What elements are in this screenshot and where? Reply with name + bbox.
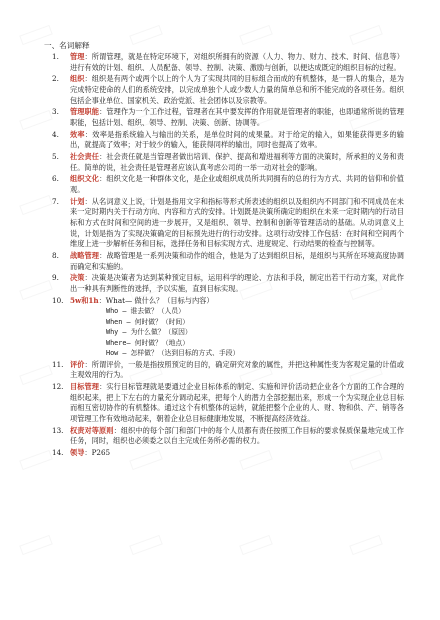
item-number: 7. bbox=[52, 196, 59, 206]
watermark-mark bbox=[19, 535, 52, 555]
item-number: 13. bbox=[52, 425, 64, 435]
definition-item bbox=[52, 130, 404, 151]
item-definition: ：组织中的每个部门和部门中的每个人员都有责任按照工作目标的要求保质保量地完成工作任务，同时，组织也必须委之以自主完成任务所必需的权力。 bbox=[70, 425, 404, 446]
item-number: 3. bbox=[52, 107, 59, 117]
watermark-mark bbox=[349, 535, 382, 555]
item-definition: ：组织文化是一种群体文化，是企业或组织成员所共同拥有的总的行为方式、共同的信仰和价值观。 bbox=[70, 174, 404, 195]
item-definition: ：从名词意义上说，计划是指用文字和指标等形式所表述的组织以及组织内不同部门和不同成员在未来一定时期内关于行动方向、内容和方式的安排。计划既是决策所确定的组织在未来一定时期内的行动目标和方式在时间和空间的进一步展开，又是组织、领导、控制和创新等管理活动的基础。从动词意义上说，计划是指为了实现决策确定的目标预先进行的行动安排。这项行动安排工作包括：在时间和空间两个维度上进一步解析任务和目标，选择任务和目标实现方式、进度规定、行动结果的检查与控制等。 bbox=[70, 196, 404, 249]
watermark-mark bbox=[19, 450, 52, 470]
item-number: 10. bbox=[52, 295, 64, 305]
item-term: 计划 bbox=[70, 196, 85, 206]
definition-item bbox=[52, 426, 404, 447]
item-term: 领导 bbox=[70, 447, 85, 457]
item-definition: ：实行目标管理就是要通过企业目标体系的制定、实施和评价活动把企业各个方面的工作合理的组织起来，把上下左右的力量充分调动起来，把每个人的潜力全部挖掘出来，形成一个为实现企业总目标而相互密切协作的有机整体。通过这个有机整体的运转，就能把整个企业的人、财、物和供、产、销等各项管理工作有效地动起来，朝着企业总目标健康地发展，不断提高经济效益。 bbox=[70, 381, 404, 423]
definition-list bbox=[52, 52, 404, 458]
item-definition: ：战略管理是一系列决策和动作的组合，他是为了达到组织目标，是组织与其所在环境高度协调而确定和实施的。 bbox=[70, 251, 404, 271]
item-term: 决策 bbox=[70, 273, 85, 283]
watermark-mark bbox=[129, 535, 162, 555]
item-term: 组织 bbox=[70, 74, 85, 84]
section-title: 一、名词解释 bbox=[44, 41, 90, 50]
definition-item bbox=[52, 107, 404, 128]
item-definition: ：组织是有两个或两个以上的个人为了实现共同的目标组合而成的有机整体，是一群人的集合，是为完成特定使命的人们的系统安排，以完成单独个人或少数人力量的简单总和所不能完成的各项任务。组织包括企事业单位、国家机关、政治党派、社会团体以及宗教等。 bbox=[70, 74, 404, 105]
item-number: 1. bbox=[52, 52, 59, 61]
item-number: 4. bbox=[52, 129, 59, 139]
item-definition: ：P265 bbox=[84, 447, 111, 457]
definition-item bbox=[52, 52, 404, 73]
item-term: 目标管理 bbox=[70, 381, 100, 391]
item-term: 评价 bbox=[70, 359, 85, 369]
item-term: 组织文化 bbox=[70, 174, 100, 184]
item-subline: Where— 何时做？（地点） bbox=[106, 338, 190, 347]
item-term: 权责对等原则 bbox=[70, 425, 114, 435]
definition-item bbox=[52, 251, 404, 272]
definition-item bbox=[52, 174, 404, 195]
watermark-mark bbox=[19, 365, 52, 385]
definition-item bbox=[52, 296, 404, 359]
watermark-mark bbox=[19, 195, 52, 215]
item-subline: How — 怎样做？（达到目标的方式、手段） bbox=[106, 348, 240, 357]
item-number: 8. bbox=[52, 251, 59, 260]
watermark-mark bbox=[19, 110, 52, 130]
item-number: 2. bbox=[52, 74, 59, 84]
item-number: 12. bbox=[52, 381, 64, 391]
definition-item bbox=[52, 382, 404, 424]
watermark-mark bbox=[19, 280, 52, 300]
definition-item bbox=[52, 74, 404, 106]
definition-item bbox=[52, 273, 404, 294]
item-definition: ：社会责任就是当管理者做出培训、保护、提高和增进福利等方面的决策时，所承担的义务和责任。简单的说，社会责任是管理者应该认真考虑公司的一举一动对社会的影响。 bbox=[70, 152, 404, 172]
item-definition: ：管理作为一个工作过程，管理者在其中要发挥的作用就是管理者的职能，也即通常所说的管理职能，包括计划、组织、领导、控制、决策、创新、协调等。 bbox=[70, 107, 404, 127]
item-definition: ：What— 做什么？（目标与内容） bbox=[98, 295, 214, 305]
item-definition: ：效率是指系统输入与输出的关系，是单位时间的成果量。对于给定的输入，如果能获得更多的输出，就提高了效率；对于较少的输入，能获得同样的输出，同时也提高了效率。 bbox=[70, 129, 404, 150]
definition-item bbox=[52, 152, 404, 173]
item-term: 战略管理 bbox=[70, 251, 100, 260]
item-term: 管理 bbox=[70, 52, 85, 61]
item-subline: Why — 为什么做？（原因） bbox=[106, 328, 192, 337]
item-definition: ：决策是决策者为达到某种预定目标，运用科学的理论、方法和手段，制定出若干行动方案，对此作出一种具有判断性的选择，予以实施，直到目标实现。 bbox=[70, 273, 404, 293]
item-definition: ：所谓管理，就是在特定环境下，对组织所拥有的资源（人力、物力、财力、技术、时间、信息等）进行有效的计划、组织、人员配备、领导、控制、决策、激励与创新，以便达成既定的组织目标的过程。 bbox=[70, 52, 404, 72]
item-definition: ：所谓评价，一般是指按照预定的目的，确定研究对象的属性，并把这种属性变为客观定量的计值或主观效用的行为。 bbox=[70, 359, 404, 380]
item-subline: Who — 谁去做？（人员） bbox=[106, 307, 185, 316]
definition-item bbox=[52, 197, 404, 250]
watermark-mark bbox=[239, 535, 272, 555]
definition-item bbox=[52, 360, 404, 381]
item-term: 社会责任 bbox=[70, 152, 100, 162]
item-number: 11. bbox=[52, 359, 64, 369]
item-number: 6. bbox=[52, 174, 59, 184]
item-number: 5. bbox=[52, 152, 59, 162]
item-term: 管理职能 bbox=[70, 107, 100, 117]
definition-item bbox=[52, 448, 404, 459]
item-number: 14. bbox=[52, 447, 64, 457]
item-subline: When — 何时做？（时间） bbox=[106, 317, 190, 326]
item-term: 效率 bbox=[70, 129, 85, 139]
item-term: 5w和1h bbox=[70, 295, 99, 305]
item-number: 9. bbox=[52, 273, 59, 283]
